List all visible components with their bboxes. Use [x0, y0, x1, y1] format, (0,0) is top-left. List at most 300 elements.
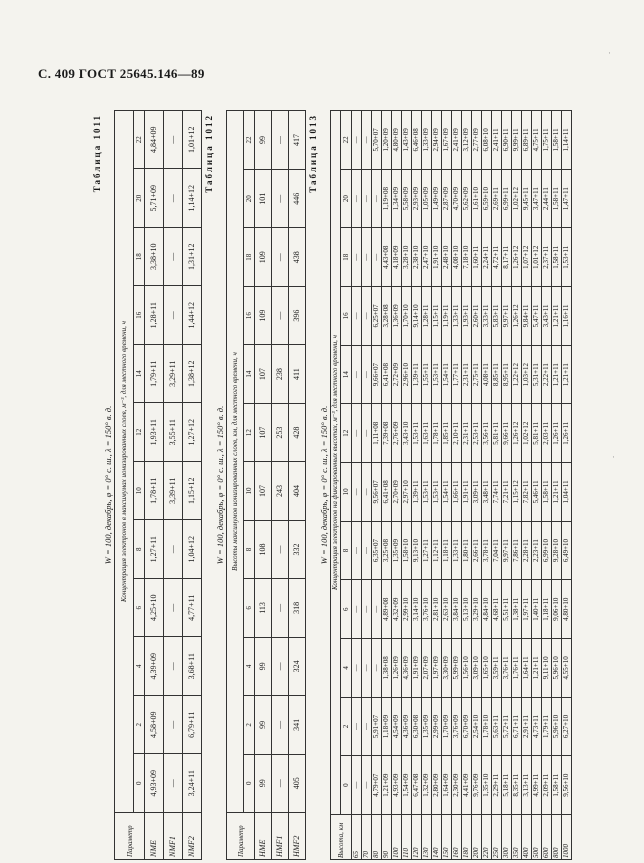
table-cell: 9,28+10: [552, 521, 562, 580]
table-cell: —: [372, 639, 382, 698]
table-cell: 2,60+11: [472, 287, 482, 346]
table-cell: —: [164, 754, 183, 813]
table-cell: 9,66+07: [372, 345, 382, 404]
table-cell: —: [164, 286, 183, 345]
table-cell: 107: [255, 403, 272, 461]
table-cell: —: [362, 697, 372, 756]
table-cell: 3,25+08: [382, 521, 392, 580]
table-row: [145, 111, 164, 860]
table-cell: 4,73+11: [532, 697, 542, 756]
table-cell: 1,35+09: [422, 697, 432, 756]
table-cell: 1,63+11: [422, 404, 432, 463]
row-label: 220: [482, 815, 492, 860]
column-header: 6: [341, 580, 352, 639]
table-row: [255, 111, 272, 860]
table-cell: 4,41+09: [462, 756, 472, 815]
table-cell: 2,87+09: [442, 169, 452, 228]
table-cell: 1,21+11: [552, 463, 562, 522]
table-cell: 1,26+12: [512, 287, 522, 346]
table-row: [272, 111, 289, 860]
table-cell: 1,64+09: [442, 756, 452, 815]
table-cell: 5,63+11: [492, 697, 502, 756]
column-header: 8: [341, 521, 352, 580]
table-cell: 1,64+11: [522, 639, 532, 698]
table-cell: 2,76+09: [392, 404, 402, 463]
table-row: [362, 111, 372, 860]
table-cell: 4,79+07: [372, 756, 382, 815]
table-cell: 6,30+08: [412, 697, 422, 756]
table-cell: 6,49+10: [562, 521, 572, 580]
column-header: 14: [341, 345, 352, 404]
table-cell: 1,16+11: [562, 287, 572, 346]
table-cell: 6,99+10: [542, 521, 552, 580]
table-cell: 428: [289, 403, 306, 461]
table-cell: 1,54+11: [442, 463, 452, 522]
table-cell: 2,97+10: [402, 463, 412, 522]
table-cell: —: [164, 228, 183, 287]
table-cell: —: [272, 637, 289, 695]
table-cell: 332: [289, 520, 306, 578]
table-cell: 1,36+09: [392, 287, 402, 346]
table-row: [412, 111, 422, 860]
table-cell: 1,44+12: [183, 286, 202, 345]
table-cell: 6,46+08: [412, 111, 422, 170]
table-cell: 7,04+11: [492, 521, 502, 580]
column-header: 18: [244, 228, 255, 286]
table-cell: 2,66+11: [472, 521, 482, 580]
table-cell: —: [352, 169, 362, 228]
table-cell: 417: [289, 111, 306, 170]
table-caption: Концентрация электронов в максимумах ионизированных слоев, м⁻³, для местного времени, ч: [115, 111, 134, 813]
data-table: [114, 110, 202, 860]
table-cell: 1,07+12: [522, 228, 532, 287]
column-header: 20: [341, 169, 352, 228]
table-cell: 404: [289, 462, 306, 520]
table-row: [452, 111, 462, 860]
table-cell: 2,80+09: [432, 756, 442, 815]
table-cell: 3,12+09: [462, 111, 472, 170]
table-cell: 1,53+11: [562, 228, 572, 287]
table-cell: 5,83+11: [492, 287, 502, 346]
table-cell: —: [164, 111, 183, 170]
table-cell: —: [272, 228, 289, 286]
table-cell: —: [272, 579, 289, 637]
row-label: 180: [462, 815, 472, 860]
table-cell: 2,23+11: [532, 521, 542, 580]
table-cell: 2,41+09: [452, 111, 462, 170]
table-cell: —: [352, 639, 362, 698]
table-cell: 3,76+09: [452, 697, 462, 756]
table-cell: 6,89+11: [522, 111, 532, 170]
table-cell: 1,34+09: [392, 169, 402, 228]
table-cell: 107: [255, 462, 272, 520]
column-header: 22: [134, 111, 145, 170]
column-header: 22: [244, 111, 255, 170]
table-cell: 3,76+10: [422, 580, 432, 639]
table-cell: 108: [255, 520, 272, 578]
data-table: [226, 110, 306, 860]
table-cell: —: [372, 580, 382, 639]
table-cell: 4,08+10: [452, 228, 462, 287]
table-cell: —: [352, 580, 362, 639]
table-cell: 9,84+11: [522, 287, 532, 346]
table-cell: 1,79+11: [542, 697, 552, 756]
table-cell: 6,41+08: [382, 463, 392, 522]
table-cell: 1,39+11: [412, 345, 422, 404]
column-header: 12: [134, 403, 145, 462]
table-row: [422, 111, 432, 860]
table-cell: 2,94+09: [432, 111, 442, 170]
table-cell: —: [352, 521, 362, 580]
table-cell: —: [272, 696, 289, 754]
table-cell: 5,81+11: [492, 404, 502, 463]
table-cell: 2,03+11: [542, 404, 552, 463]
table-cell: 9,99+11: [512, 111, 522, 170]
table-cell: 5,18+11: [502, 756, 512, 815]
table-cell: 3,09+11: [472, 463, 482, 522]
row-label: 1000: [562, 815, 572, 860]
table-cell: 5,62+09: [462, 169, 472, 228]
table-cell: 1,35+09: [392, 521, 402, 580]
row-label: 200: [472, 815, 482, 860]
table-cell: 2,72+09: [392, 345, 402, 404]
table-cell: 1,39+11: [412, 463, 422, 522]
row-label: NMF2: [183, 813, 202, 860]
table-cell: 5,72+11: [502, 697, 512, 756]
table-cell: 1,93+11: [145, 403, 164, 462]
table-cell: —: [362, 111, 372, 170]
table-cell: 1,56+10: [462, 639, 472, 698]
table-caption: Концентрация электронов на фиксированных высотах, м⁻³, для местного времени, ч: [331, 111, 341, 815]
table-cell: 243: [272, 462, 289, 520]
table-cell: 1,18+09: [382, 697, 392, 756]
table-cell: 9,56+07: [372, 463, 382, 522]
table-cell: 1,31+12: [183, 228, 202, 287]
column-header: 16: [134, 286, 145, 345]
row-label: 65: [352, 815, 362, 860]
table-cell: 3,09+10: [472, 639, 482, 698]
column-header: 14: [244, 345, 255, 403]
table-cell: 1,75+11: [542, 111, 552, 170]
table-cell: 5,91+07: [372, 697, 382, 756]
table-cell: 446: [289, 170, 306, 228]
table-cell: 5,71+09: [145, 169, 164, 228]
table-cell: 1,18+11: [442, 521, 452, 580]
table-cell: 1,02+12: [522, 404, 532, 463]
table-cell: —: [164, 696, 183, 755]
table-cell: 3,47+11: [532, 169, 542, 228]
table-cell: 1,53+11: [412, 404, 422, 463]
table-cell: 438: [289, 228, 306, 286]
table-cell: 4,99+11: [532, 756, 542, 815]
table-subtitle: W = 100, декабрь, φ = 0° с. ш., λ = 150° в. д.: [319, 405, 329, 565]
table-cell: 3,43+11: [542, 287, 552, 346]
table-cell: —: [362, 639, 372, 698]
table-row: [552, 111, 562, 860]
table-cell: 3,13+11: [522, 756, 532, 815]
table-cell: 5,70+07: [372, 111, 382, 170]
table-cell: 9,11+10: [542, 639, 552, 698]
table-cell: 2,75+11: [472, 345, 482, 404]
table-cell: —: [362, 580, 372, 639]
table-cell: 6,41+08: [382, 345, 392, 404]
table-title: Таблица 1012: [204, 114, 214, 193]
table-cell: 2,22+11: [542, 345, 552, 404]
table-cell: —: [352, 404, 362, 463]
table-cell: 1,76+11: [512, 639, 522, 698]
table-cell: 3,28+10: [402, 228, 412, 287]
column-header: 22: [341, 111, 352, 170]
table-title: Таблица 1011: [92, 114, 102, 193]
table-cell: 405: [289, 754, 306, 812]
table-cell: 2,99+09: [432, 697, 442, 756]
table-cell: 1,53+11: [422, 463, 432, 522]
table-cell: 1,26+11: [562, 404, 572, 463]
table-cell: 1,28+11: [145, 286, 164, 345]
table-cell: 1,85+11: [442, 404, 452, 463]
row-label: 70: [362, 815, 372, 860]
table-cell: 1,38+12: [183, 345, 202, 404]
table-row: [472, 111, 482, 860]
table-cell: 2,10+11: [452, 404, 462, 463]
table-cell: 1,18+11: [542, 580, 552, 639]
row-label: HME: [255, 813, 272, 860]
table-cell: 1,70+10: [402, 287, 412, 346]
table-cell: 6,27+10: [562, 697, 572, 756]
table-cell: —: [362, 287, 372, 346]
table-cell: 1,47+11: [562, 169, 572, 228]
table-cell: 1,33+09: [422, 111, 432, 170]
table-cell: 1,02+12: [512, 169, 522, 228]
table-cell: 8,35+11: [512, 756, 522, 815]
table-row: [164, 111, 183, 860]
table-cell: 2,70+09: [392, 463, 402, 522]
table-cell: 324: [289, 637, 306, 695]
table-cell: 1,93+11: [462, 287, 472, 346]
table-cell: 1,91+09: [412, 639, 422, 698]
table-caption: Высоты максимумов ионизированных слоев, км, для местного времени, ч: [227, 111, 244, 813]
table-cell: 5,46+11: [532, 463, 542, 522]
table-row: [562, 111, 572, 860]
table-cell: 1,58+11: [542, 463, 552, 522]
row-label: 80: [372, 815, 382, 860]
table-cell: 1,12+11: [432, 521, 442, 580]
column-header: 4: [244, 637, 255, 695]
table-cell: 3,33+11: [482, 287, 492, 346]
table-cell: 6,47+08: [412, 756, 422, 815]
table-cell: 2,48+10: [442, 228, 452, 287]
table-cell: 4,36+09: [402, 697, 412, 756]
column-header: 10: [134, 462, 145, 521]
table-cell: 3,38+10: [145, 228, 164, 287]
table-cell: 4,93+09: [145, 754, 164, 813]
table-cell: 113: [255, 579, 272, 637]
table-cell: 2,93+09: [412, 169, 422, 228]
table-cell: 1,33+11: [452, 521, 462, 580]
table-cell: —: [164, 637, 183, 696]
table-cell: 101: [255, 170, 272, 228]
scan-mark: ·: [612, 452, 615, 462]
table-cell: 4,32+09: [392, 580, 402, 639]
table-cell: —: [164, 579, 183, 638]
table-cell: 7,18+10: [462, 228, 472, 287]
table-cell: 4,43+08: [382, 228, 392, 287]
table-row: [482, 111, 492, 860]
table-cell: 1,32+09: [422, 756, 432, 815]
table-cell: 1,21+11: [532, 639, 542, 698]
table-cell: 9,06+10: [552, 580, 562, 639]
table-cell: 2,31+11: [462, 345, 472, 404]
table-cell: 1,26+11: [552, 404, 562, 463]
table-cell: 6,25+07: [372, 287, 382, 346]
table-cell: 6,08+10: [482, 111, 492, 170]
row-label: 140: [432, 815, 442, 860]
column-header: 18: [134, 228, 145, 287]
table-cell: 3,48+11: [482, 463, 492, 522]
table-cell: 4,84+10: [482, 580, 492, 639]
table-cell: —: [372, 228, 382, 287]
table-cell: 99: [255, 111, 272, 170]
table-cell: 1,19+08: [382, 169, 392, 228]
table-row: [382, 111, 392, 860]
table-subtitle: W = 100, декабрь, φ = 0° с. ш., λ = 150° в. д.: [103, 405, 113, 565]
table-cell: 8,85+11: [492, 345, 502, 404]
table-cell: —: [352, 287, 362, 346]
column-header: 2: [244, 696, 255, 754]
table-cell: 1,21+11: [552, 287, 562, 346]
table-cell: 1,27+12: [183, 403, 202, 462]
table-cell: 1,91+10: [432, 228, 442, 287]
table-cell: 4,84+09: [145, 111, 164, 170]
table-cell: 2,54+10: [472, 697, 482, 756]
table-cell: —: [272, 111, 289, 170]
table-cell: 3,43+10: [402, 404, 412, 463]
table-cell: 1,22+12: [512, 345, 522, 404]
column-header: 4: [341, 639, 352, 698]
table-cell: 1,55+11: [422, 345, 432, 404]
table-cell: 341: [289, 696, 306, 754]
row-label: 100: [392, 815, 402, 860]
table-cell: —: [362, 228, 372, 287]
table-cell: 109: [255, 286, 272, 344]
table-cell: —: [164, 169, 183, 228]
column-header: 2: [341, 697, 352, 756]
column-header: 6: [244, 579, 255, 637]
row-label: 120: [412, 815, 422, 860]
table-cell: 1,15+12: [183, 462, 202, 521]
column-header: 0: [244, 754, 255, 812]
table-cell: 1,67+09: [442, 111, 452, 170]
table-cell: 3,29+10: [472, 580, 482, 639]
scan-mark: ·: [608, 48, 611, 58]
table-cell: 1,58+11: [552, 228, 562, 287]
table-row: [352, 111, 362, 860]
table-cell: 2,91+11: [522, 697, 532, 756]
table-cell: 4,58+09: [145, 696, 164, 755]
table-cell: 5,13+10: [462, 580, 472, 639]
table-cell: 2,29+11: [492, 756, 502, 815]
table-cell: 1,53+11: [432, 463, 442, 522]
table-cell: —: [362, 169, 372, 228]
table-cell: 1,79+11: [145, 345, 164, 404]
rotated-tables: [90, 110, 610, 860]
table-cell: 2,24+11: [482, 228, 492, 287]
table-cell: 3,24+11: [183, 754, 202, 813]
table-cell: 1,97+09: [432, 639, 442, 698]
table-row: [442, 111, 452, 860]
table-cell: 5,31+11: [532, 345, 542, 404]
column-header: 10: [341, 463, 352, 522]
table-cell: 1,01+12: [183, 111, 202, 170]
table-cell: 1,14+12: [183, 169, 202, 228]
table-cell: 1,27+11: [145, 520, 164, 579]
table-cell: 1,54+11: [442, 345, 452, 404]
table-cell: —: [362, 404, 372, 463]
row-label: 150: [442, 815, 452, 860]
table-cell: 1,33+11: [452, 287, 462, 346]
table-cell: 7,74+11: [492, 463, 502, 522]
table-cell: 4,77+11: [183, 579, 202, 638]
table-cell: 2,44+11: [542, 169, 552, 228]
table-cell: 1,05+09: [422, 169, 432, 228]
table-row: [542, 111, 552, 860]
table-cell: 2,41+11: [492, 111, 502, 170]
table-row: [502, 111, 512, 860]
table-cell: 5,58+09: [402, 169, 412, 228]
column-header: 8: [134, 520, 145, 579]
table-cell: 253: [272, 403, 289, 461]
table-cell: —: [352, 228, 362, 287]
table-cell: 238: [272, 345, 289, 403]
table-cell: 4,80+10: [562, 580, 572, 639]
table-cell: 8,17+11: [502, 228, 512, 287]
table-cell: 4,75+11: [532, 111, 542, 170]
row-label: NMF1: [164, 813, 183, 860]
table-cell: 1,21+09: [382, 756, 392, 815]
table-cell: 6,71+11: [512, 697, 522, 756]
table-cell: 99: [255, 696, 272, 754]
table-cell: 1,21+11: [562, 345, 572, 404]
table-cell: 1,66+11: [452, 463, 462, 522]
table-title: Таблица 1013: [308, 114, 318, 193]
table-row: [392, 111, 402, 860]
table-cell: 99: [255, 637, 272, 695]
table-cell: 3,39+11: [164, 462, 183, 521]
column-header: 10: [244, 462, 255, 520]
column-header: 4: [134, 637, 145, 696]
table-cell: 5,99+09: [452, 639, 462, 698]
table-cell: —: [362, 756, 372, 815]
table-cell: 411: [289, 345, 306, 403]
table-cell: 1,43+09: [402, 111, 412, 170]
table-cell: 1,53+11: [432, 345, 442, 404]
table-cell: 3,68+11: [183, 637, 202, 696]
column-header: 18: [341, 228, 352, 287]
row-label: 300: [502, 815, 512, 860]
table-row: [532, 111, 542, 860]
column-header: 20: [134, 169, 145, 228]
row-label: NME: [145, 813, 164, 860]
table-cell: 2,47+10: [422, 228, 432, 287]
table-cell: 1,03+12: [522, 345, 532, 404]
table-cell: 4,89+08: [382, 580, 392, 639]
table-cell: 2,31+11: [462, 404, 472, 463]
table-cell: 3,76+11: [502, 639, 512, 698]
row-label: HMF2: [289, 813, 306, 860]
column-header: 16: [341, 287, 352, 346]
table-cell: 1,70+09: [442, 697, 452, 756]
table-cell: —: [352, 345, 362, 404]
